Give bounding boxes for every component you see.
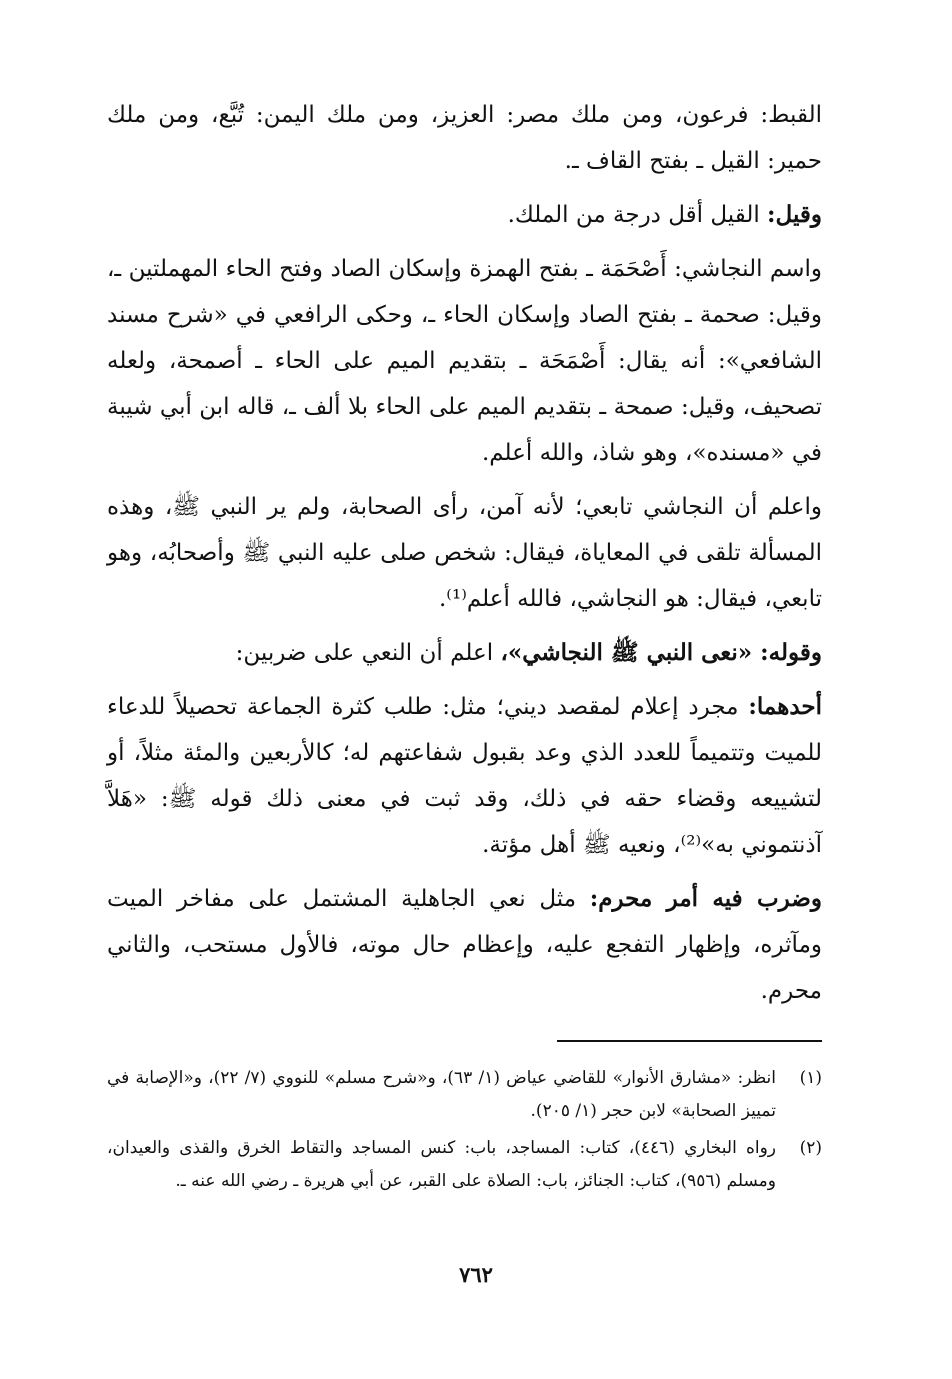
page-body [107, 92, 822, 1202]
footnote-2 [107, 1132, 822, 1198]
footnote-number: (١) [799, 1068, 822, 1088]
paragraph-lead: وقيل: [767, 201, 822, 228]
paragraph-7 [107, 876, 822, 1014]
paragraph-text: مجرد إعلام لمقصد ديني؛ مثل: طلب كثرة الجماعة تحصيلاً للدعاء للميت وتتميماً للعدد الذي وعد بقبول شفاعتهم له؛ كالأربعين والمئة مثلاً، أو لتشييعه وقضاء حقه في ذلك، وقد ثبت في معنى ذلك قوله ﷺ: «هَلاَّ آذنتموني به»⁽²⁾، ونعيه ﷺ أهل مؤتة. [107, 694, 822, 858]
paragraph-text: واسم النجاشي: أَصْحَمَة ـ بفتح الهمزة وإسكان الصاد وفتح الحاء المهملتين ـ، وقيل: صحمة ـ بفتح الصاد وإسكان الحاء ـ، وحكى الرافعي في «شرح مسند الشافعي»: أنه يقال: أَصْمَحَة ـ بتقديم الميم على الحاء ـ أصمحة، ولعله تصحيف، وقيل: صمحة ـ بتقديم الميم على الحاء بلا ألف ـ، قاله ابن أبي شيبة في «مسنده»، وهو شاذ، والله أعلم. [107, 256, 822, 466]
paragraph-5 [107, 630, 822, 676]
paragraph-2 [107, 192, 822, 238]
footnote-number: (٢) [799, 1138, 822, 1158]
paragraph-3 [107, 246, 822, 476]
paragraph-lead: وضرب فيه أمر محرم: [589, 885, 822, 912]
paragraph-text: القبط: فرعون، ومن ملك مصر: العزيز، ومن ملك اليمن: تُبَّع، ومن ملك حمير: القيل ـ بفتح القاف ـ. [107, 102, 822, 174]
page-number: ٧٦٢ [459, 1262, 493, 1287]
paragraph-4 [107, 484, 822, 622]
paragraph-lead: وقوله: «نعى النبي ﷺ النجاشي»، [500, 639, 822, 666]
footnote-text: انظر: «مشارق الأنوار» للقاضي عياض (١/ ٦٣)، و«شرح مسلم» للنووي (٧/ ٢٢)، و«الإصابة في تمييز الصحابة» لابن حجر (١/ ٢٠٥). [107, 1068, 776, 1121]
paragraph-1 [107, 92, 822, 184]
footnote-text: رواه البخاري (٤٤٦)، كتاب: المساجد، باب: كنس المساجد والتقاط الخرق والقذى والعيدان، ومسلم (٩٥٦)، كتاب: الجنائز، باب: الصلاة على القبر، عن أبي هريرة ـ رضي الله عنه ـ. [107, 1138, 776, 1191]
footnote-1 [107, 1062, 822, 1128]
paragraph-text: مثل نعي الجاهلية المشتمل على مفاخر الميت ومآثره، وإظهار التفجع عليه، وإعظام حال موته، فالأول مستحب، والثاني محرم. [107, 886, 822, 1004]
paragraph-text: واعلم أن النجاشي تابعي؛ لأنه آمن، رأى الصحابة، ولم ير النبي ﷺ، وهذه المسألة تلقى في المعاياة، فيقال: شخص صلى عليه النبي ﷺ وأصحابُه، وهو تابعي، فيقال: هو النجاشي، فالله أعلم⁽¹⁾. [107, 494, 822, 612]
paragraph-text: القيل أقل درجة من الملك. [507, 202, 760, 228]
footnote-separator [557, 1040, 822, 1042]
paragraph-6 [107, 684, 822, 868]
paragraph-lead: أحدهما: [748, 693, 823, 720]
paragraph-text: اعلم أن النعي على ضربين: [235, 640, 494, 666]
